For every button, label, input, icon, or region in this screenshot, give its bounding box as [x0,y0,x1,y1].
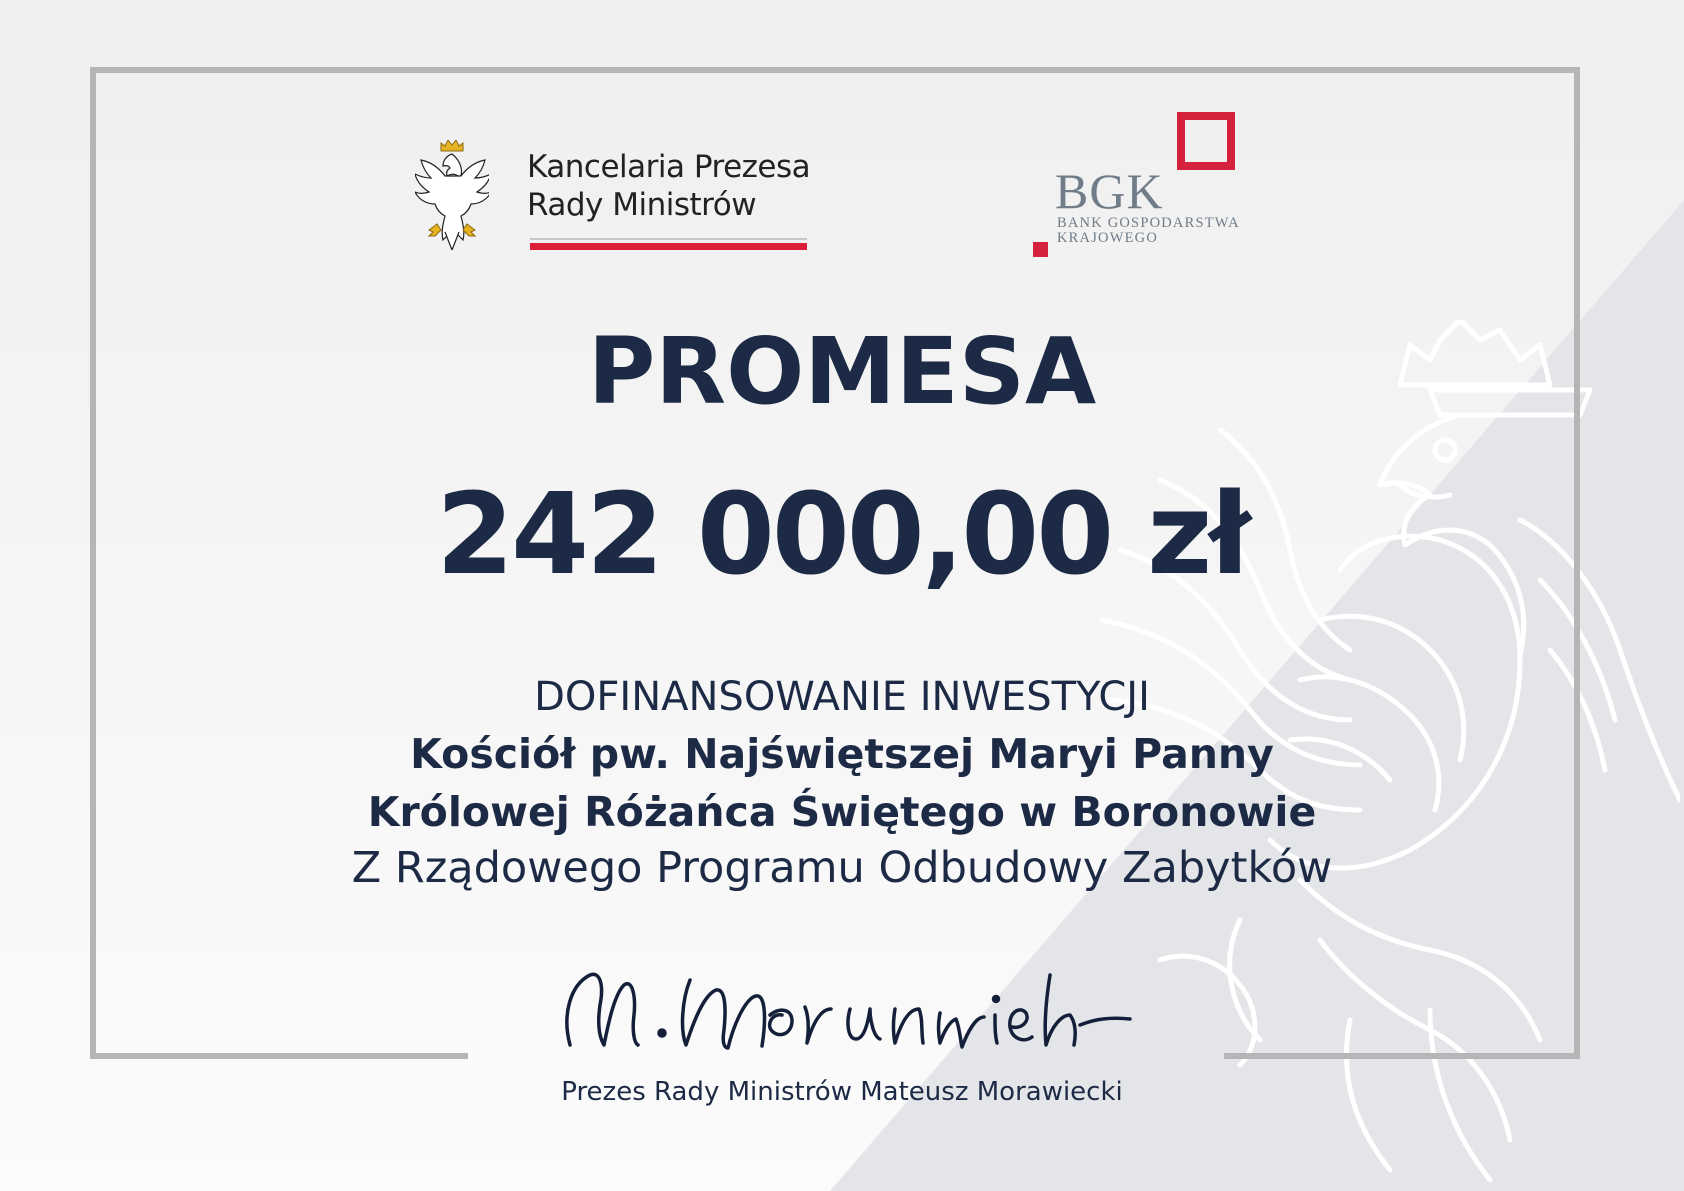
bgk-large-square-icon [1177,112,1235,170]
bgk-letters: BGK [1055,163,1164,219]
program-name: Z Rządowego Programu Odbudowy Zabytków [351,843,1333,893]
frame-bottom-left-line [90,1053,468,1059]
handwritten-signature [550,965,1140,1065]
kprm-name-line2: Rady Ministrów [527,187,757,223]
investment-name [0,725,1684,841]
kprm-name-line1: Kancelaria Prezesa [527,149,811,185]
bgk-full-name [1057,216,1240,246]
kprm-gray-bar [530,238,807,240]
bgk-full-name-line2: KRAJOWEGO [1057,230,1159,246]
investment-name-line2: Królowej Różańca Świętego w Boronowie [367,788,1317,836]
polish-eagle-emblem-icon [415,140,489,250]
investment-name-line1: Kościół pw. Najświętszej Maryi Panny [410,730,1274,778]
kprm-name [527,148,810,224]
frame-top-line [90,67,1580,73]
signer-name: Prezes Rady Ministrów Mateusz Morawiecki [561,1077,1123,1107]
kprm-logo [415,140,815,255]
document-title: PROMESA [587,318,1097,425]
subtitle: DOFINANSOWANIE INWESTYCJI [534,674,1150,720]
frame-bottom-right-line [1224,1053,1580,1059]
bgk-full-name-line1: BANK GOSPODARSTWA [1057,215,1240,231]
bgk-small-square-icon [1033,242,1048,257]
kprm-red-bar [530,243,807,250]
bgk-logo [1030,112,1250,262]
grant-amount: 242 000,00 zł [436,470,1248,600]
